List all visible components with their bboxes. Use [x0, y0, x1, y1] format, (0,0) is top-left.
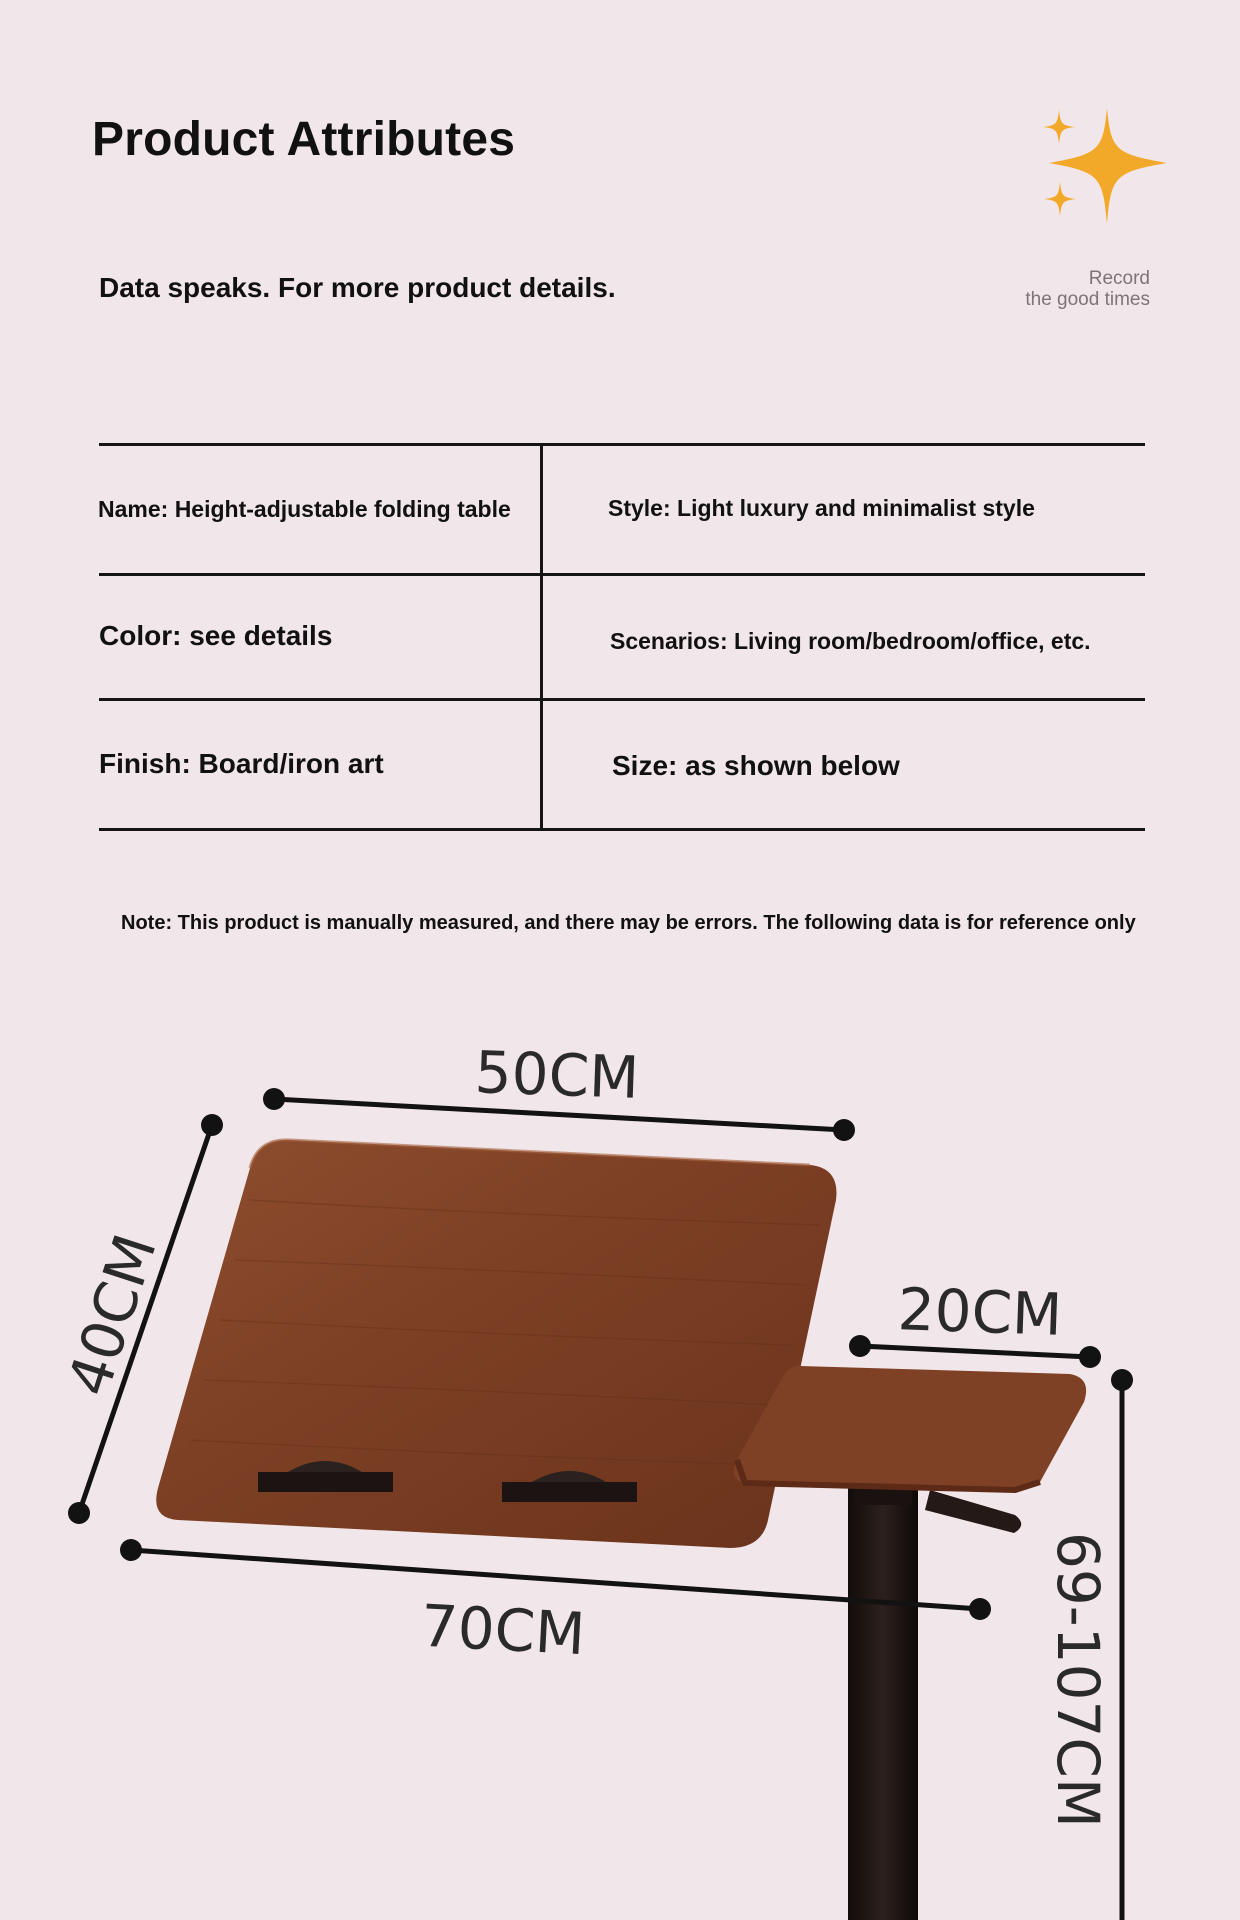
- dim-label-40cm: 40CM: [54, 1226, 170, 1404]
- attr-name: Name: Height-adjustable folding table: [98, 496, 511, 522]
- page-title: Product Attributes: [92, 113, 516, 166]
- attr-scenarios: Scenarios: Living room/bedroom/office, etc.: [610, 627, 1091, 654]
- tagline-line-1: Record: [1088, 268, 1150, 289]
- page-subtitle: Data speaks. For more product details.: [99, 272, 616, 303]
- dim-label-50cm: 50CM: [473, 1038, 641, 1112]
- table-pole: [848, 1488, 918, 1920]
- side-tabletop: [734, 1366, 1086, 1490]
- tagline-line-2: the good times: [1025, 289, 1150, 310]
- attributes-table: [99, 443, 1145, 831]
- attr-size: Size: as shown below: [612, 750, 900, 781]
- table-column-divider: [540, 443, 543, 831]
- dim-label-height: 69-107CM: [1044, 1532, 1112, 1828]
- dim-label-70cm: 70CM: [419, 1591, 587, 1669]
- tagline: [1025, 268, 1150, 310]
- table-dimension-diagram: [0, 1000, 1240, 1920]
- attr-color: Color: see details: [99, 620, 333, 651]
- attr-style: Style: Light luxury and minimalist style: [608, 495, 1035, 521]
- sparkle-icon: [1035, 100, 1170, 230]
- measurement-note: Note: This product is manually measured, and there may be errors. The following data is for reference only: [121, 912, 1136, 934]
- attr-finish: Finish: Board/iron art: [99, 747, 384, 779]
- dim-label-20cm: 20CM: [896, 1275, 1064, 1349]
- height-lever: [925, 1490, 1021, 1533]
